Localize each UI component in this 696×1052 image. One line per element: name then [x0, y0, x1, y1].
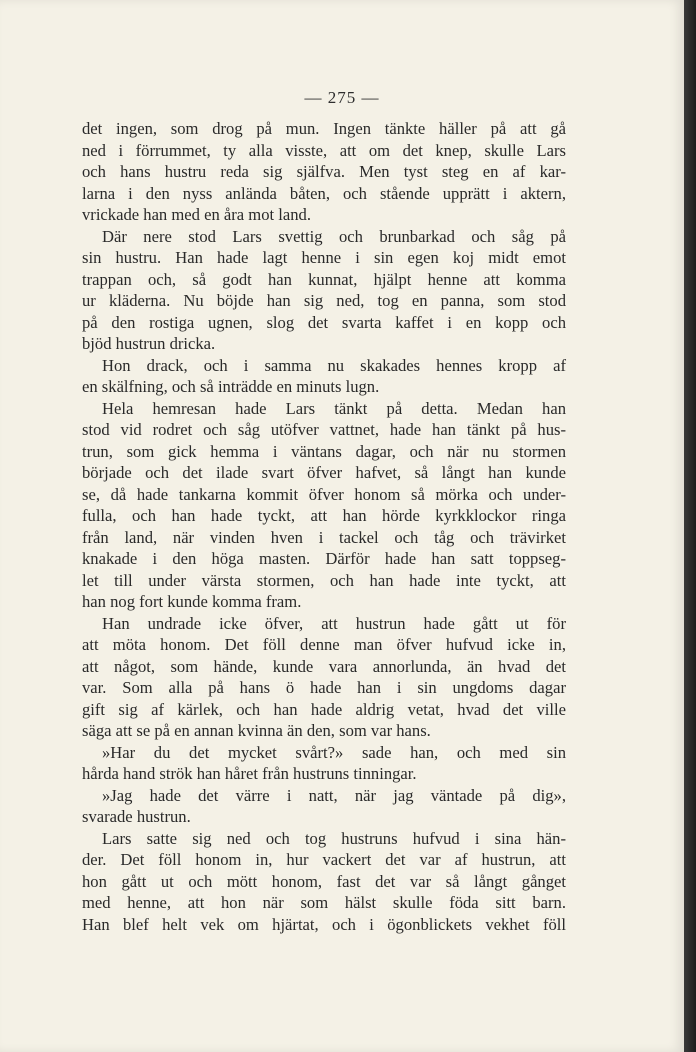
text-line: fulla, och han hade tyckt, att han hörde kyrkklockor ringa	[82, 506, 566, 525]
text-line: Hela hemresan hade Lars tänkt på detta. Medan han	[102, 398, 566, 418]
text-line: började och det ilade svart öfver hafvet, så långt han kunde	[82, 463, 566, 482]
text-line: att möta honom. Det föll denne man öfver hufvud icke in,	[82, 635, 566, 654]
text-line: gift sig af kärlek, och han hade aldrig vetat, hvad det ville	[82, 699, 566, 719]
text-line: Där nere stod Lars svettig och brunbarkad och såg på	[102, 226, 566, 246]
text-line: en skälfning, och så inträdde en minuts lugn.	[82, 377, 380, 396]
text-line: larna i den nyss anlända båten, och stående upprätt i aktern,	[82, 183, 566, 203]
text-line: vrickade han med en åra mot land.	[82, 205, 311, 224]
text-line: stod vid rodret och såg utöfver vattnet, hade han tänkt på hus-	[82, 420, 566, 439]
text-line: det ingen, som drog på mun. Ingen tänkte häller på att gå	[82, 119, 566, 138]
text-line: bjöd hustrun dricka.	[82, 334, 216, 353]
text-line: Lars satte sig ned och tog hustruns hufvud i sina hän-	[102, 828, 566, 848]
page-number: — 275 —	[304, 88, 380, 107]
text-line: knakade i den höga masten. Därför hade han satt toppseg-	[82, 549, 566, 568]
text-line: att något, som hände, kunde vara annorlunda, än hvad det	[82, 656, 566, 676]
text-line: »Har du det mycket svårt?» sade han, och med sin	[102, 742, 566, 762]
text-line: var. Som alla på hans ö hade han i sin ungdoms dagar	[82, 678, 566, 697]
text-line: Han undrade icke öfver, att hustrun hade gått ut för	[102, 613, 566, 633]
text-line: från land, när vinden hven i tackel och tåg och trävirket	[82, 527, 566, 547]
text-line: hårda hand strök han håret från hustruns tinningar.	[82, 764, 417, 783]
text-line: hon gått ut och mött honom, fast det var så långt gånget	[82, 871, 566, 891]
text-line: med henne, att hon när som hälst skulle föda sitt barn.	[82, 893, 566, 912]
text-line: han nog fort kunde komma fram.	[82, 592, 302, 611]
text-line: sin hustru. Han hade lagt henne i sin egen koj midt emot	[82, 248, 566, 267]
text-line: trun, som gick hemma i väntans dagar, och när nu stormen	[82, 441, 566, 461]
text-line: let till under värsta stormen, och han hade inte tyckt, att	[82, 570, 566, 590]
text-line: ned i förrummet, ty alla visste, att om det knep, skulle Lars	[82, 140, 566, 160]
page-edge	[684, 0, 696, 1052]
text-line: på den rostiga ugnen, slog det svarta kaffet i en kopp och	[82, 312, 566, 332]
body-text	[82, 118, 566, 935]
text-line: ur kläderna. Nu böjde han sig ned, tog en panna, som stod	[82, 291, 566, 310]
text-line: »Jag hade det värre i natt, när jag väntade på dig»,	[102, 785, 566, 805]
text-line: säga att se på en annan kvinna än den, som var hans.	[82, 721, 431, 740]
text-line: och hans hustru reda sig själfva. Men tyst steg en af kar-	[82, 162, 566, 181]
text-line: se, då hade tankarna kommit öfver honom så mörka och under-	[82, 484, 566, 504]
text-line: der. Det föll honom in, hur vackert det var af hustrun, att	[82, 850, 566, 869]
text-line: Hon drack, och i samma nu skakades hennes kropp af	[102, 355, 566, 375]
text-line: Han blef helt vek om hjärtat, och i ögonblickets vekhet föll	[82, 914, 566, 934]
text-line: svarade hustrun.	[82, 807, 191, 826]
text-line: trappan och, så godt han kunnat, hjälpt henne att komma	[82, 269, 566, 289]
